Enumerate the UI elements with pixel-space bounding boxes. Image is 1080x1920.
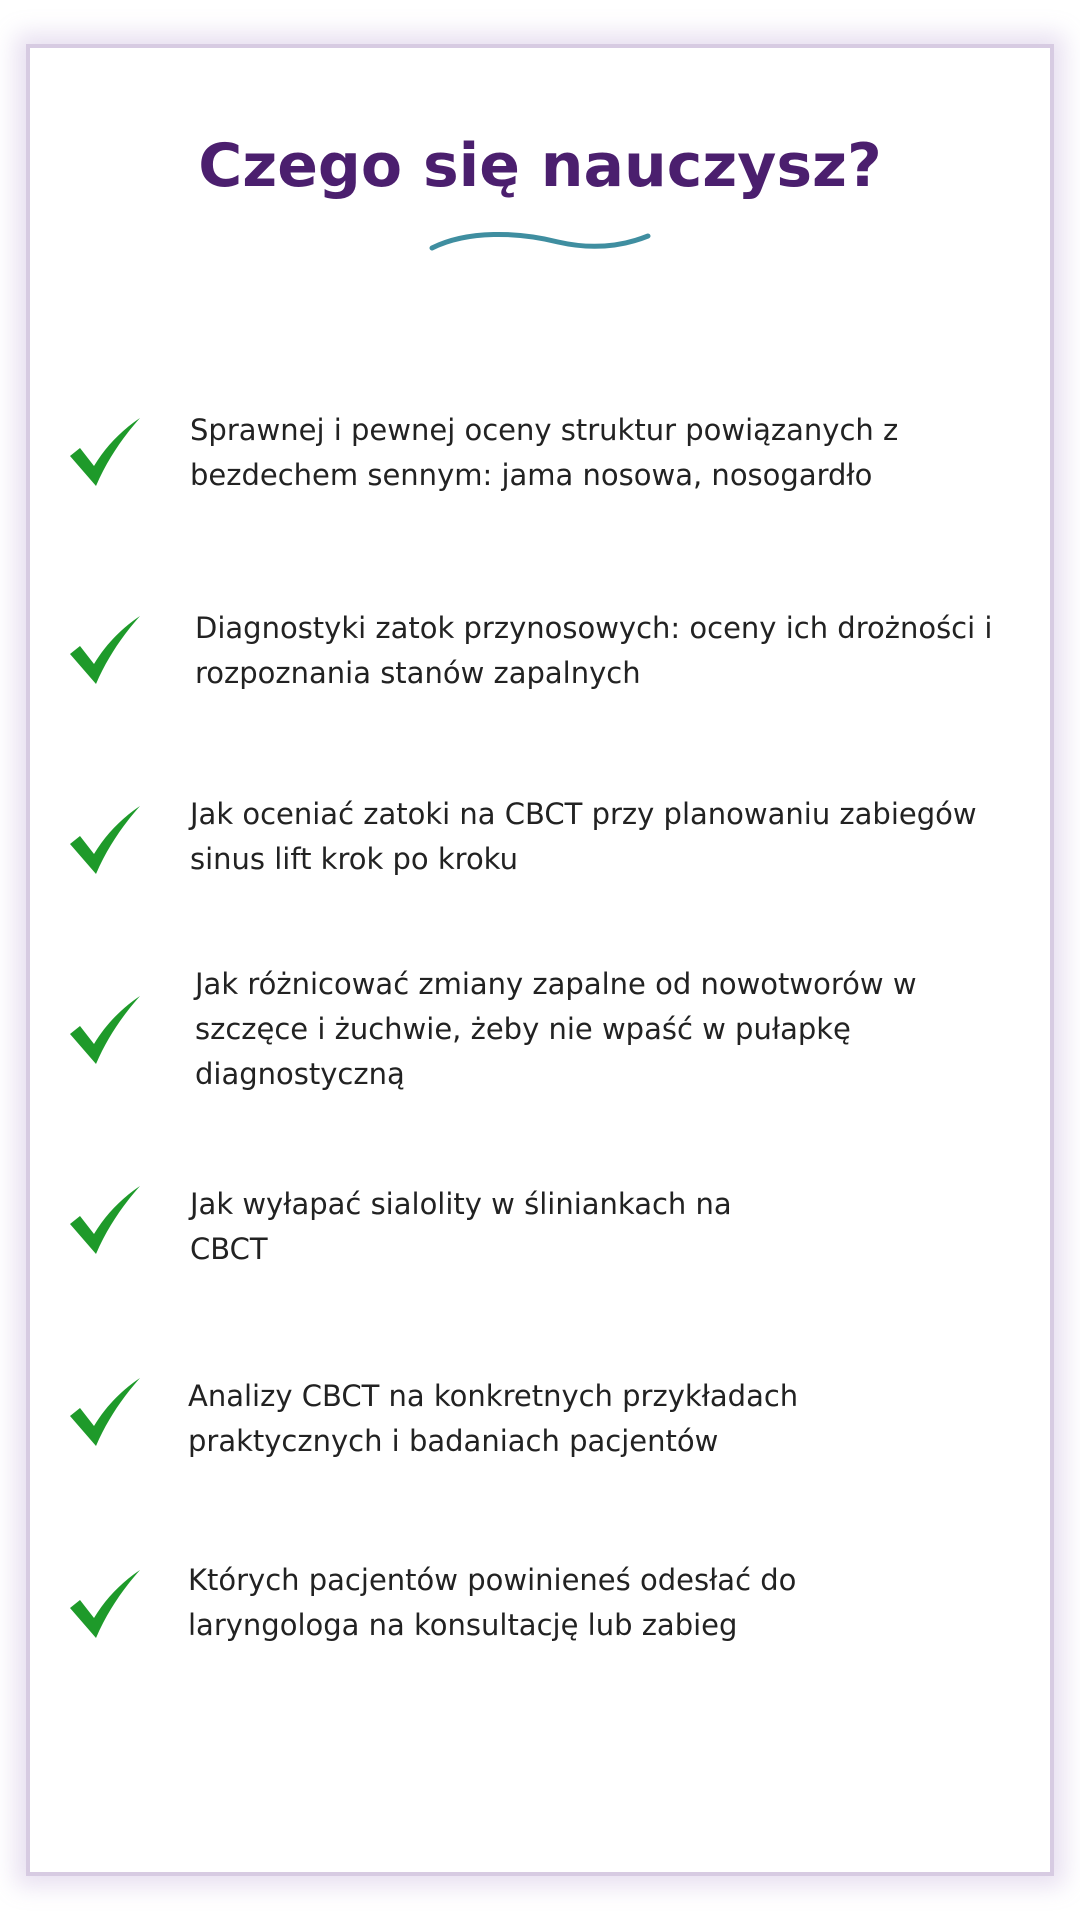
- list-item: [0, 962, 1080, 1091]
- list-item: [0, 1374, 1080, 1494]
- checkmark-icon: [66, 804, 142, 876]
- checkmark-icon: [66, 1568, 142, 1640]
- list-item-text: Jak wyłapać sialolity w śliniankach na CBCT: [190, 1187, 732, 1266]
- list-item-text: Jak różnicować zmiany zapalne od nowotworów w szczęce i żuchwie, żeby nie wpaść w pułapkę diagnostyczną: [195, 967, 917, 1091]
- list-item: [0, 408, 1080, 528]
- checkmark-icon: [66, 1376, 142, 1448]
- checkmark-icon: [66, 416, 142, 488]
- list-item-text: Analizy CBCT na konkretnych przykładach praktycznych i badaniach pacjentów: [188, 1379, 799, 1458]
- list-item: [0, 792, 1080, 912]
- list-item-text: Diagnostyki zatok przynosowych: oceny ich drożności i rozpoznania stanów zapalnych: [195, 611, 993, 690]
- checkmark-icon: [66, 614, 142, 686]
- list-item: [0, 1558, 1080, 1678]
- list-item-text: Których pacjentów powinieneś odesłać do laryngologa na konsultację lub zabieg: [188, 1563, 797, 1642]
- list-item: [0, 606, 1080, 726]
- list-item-text: Jak oceniać zatoki na CBCT przy planowaniu zabiegów sinus lift krok po kroku: [190, 797, 977, 876]
- list-item: [0, 1182, 1080, 1302]
- checkmark-icon: [66, 994, 142, 1066]
- wave-divider-icon: [428, 226, 652, 260]
- page-title: Czego się nauczysz?: [198, 131, 882, 201]
- list-item-text: Sprawnej i pewnej oceny struktur powiązanych z bezdechem sennym: jama nosowa, nosogardło: [190, 413, 899, 492]
- checkmark-icon: [66, 1184, 142, 1256]
